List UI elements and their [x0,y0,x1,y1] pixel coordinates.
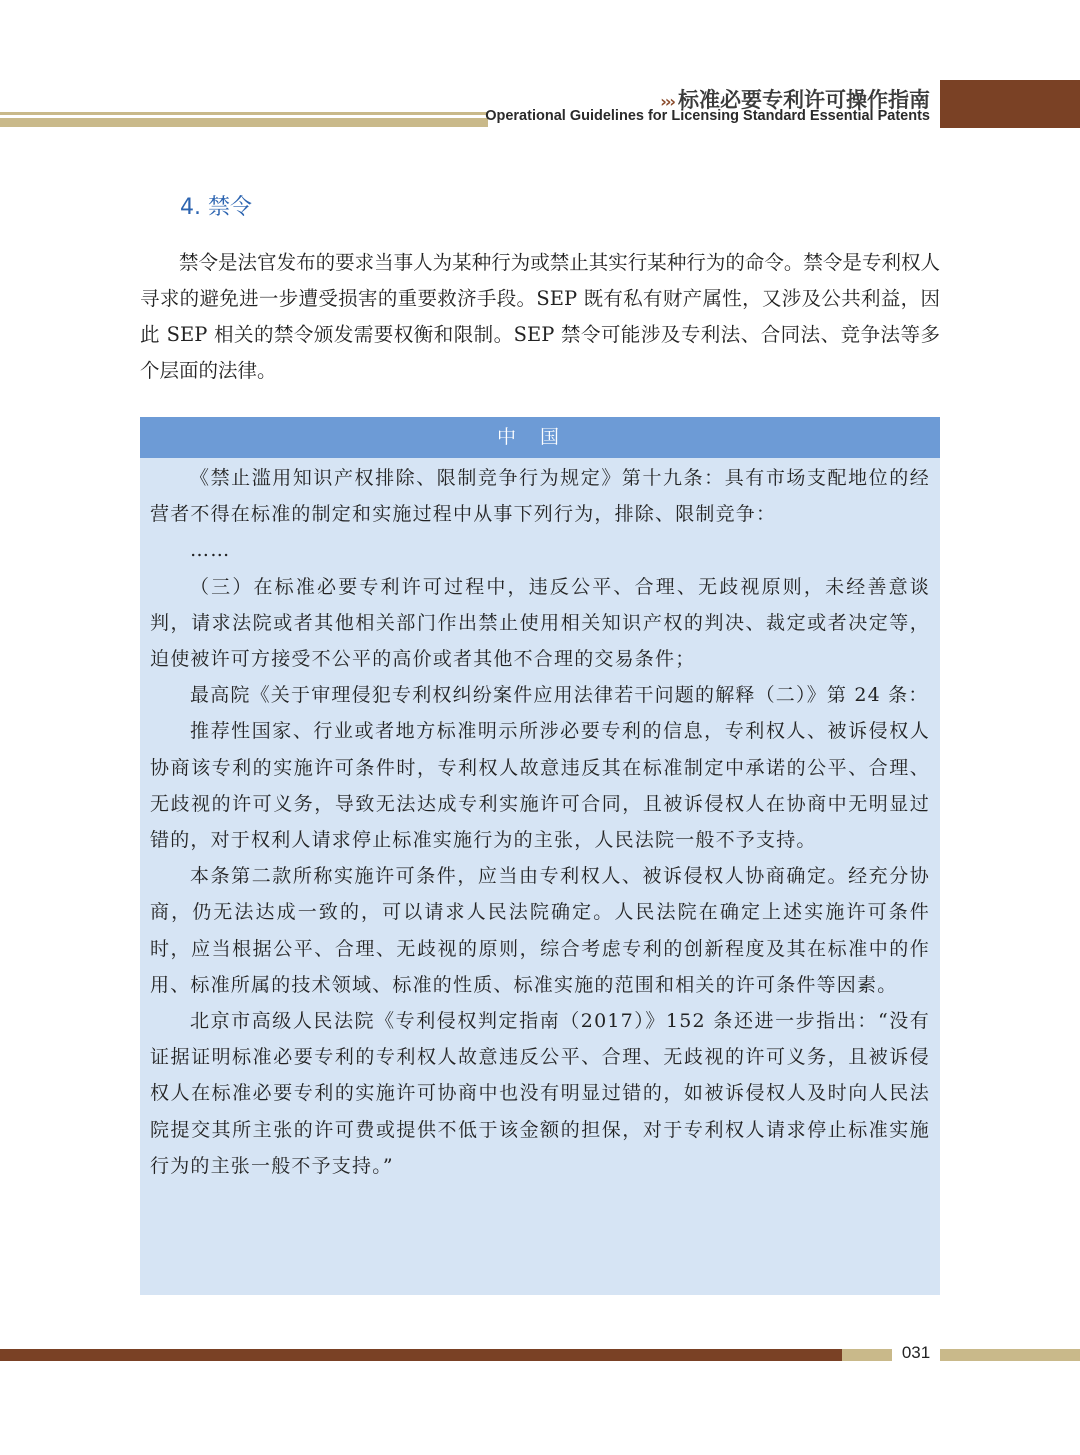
footer-tan-bar-right [940,1349,1080,1361]
box-paragraph: （三）在标准必要专利许可过程中，违反公平、合理、无歧视原则，未经善意谈判，请求法院或者其他相关部门作出禁止使用相关知识产权的判决、裁定或者决定等，迫使被许可方接受不公平的高价或者其他不合理的交易条件； [150,575,930,671]
running-header-title-en: Operational Guidelines for Licensing Standard Essential Patents [485,108,930,124]
footer-tan-bar-left [842,1349,892,1361]
box-paragraph-ellipsis: …… [190,539,231,562]
box-paragraph: 《禁止滥用知识产权排除、限制竞争行为规定》第十九条：具有市场支配地位的经营者不得在标准的制定和实施过程中从事下列行为，排除、限制竞争： [150,467,930,526]
header-rule-thin [0,112,488,115]
triple-chevron-icon: ››› [660,92,674,111]
box-body [140,458,940,1184]
box-paragraph: 最高院《关于审理侵犯专利权纠纷案件应用法律若干问题的解释（二）》第 24 条： [190,684,929,707]
box-title: 中国 [140,417,940,458]
header-rule-wide [0,118,488,127]
page-number: 031 [901,1343,931,1362]
footer-brown-bar [0,1349,842,1361]
box-paragraph: 推荐性国家、行业或者地方标准明示所涉必要专利的信息，专利权人、被诉侵权人协商该专利的实施许可条件时，专利权人故意违反其在标准制定中承诺的公平、合理、无歧视的许可义务，导致无法达成专利实施许可合同，且被诉侵权人在协商中无明显过错的，对于权利人请求停止标准实施行为的主张，人民法院一般不予支持。 [150,720,930,852]
china-law-box [140,417,940,1295]
box-paragraph: 北京市高级人民法院《专利侵权判定指南（2017）》152 条还进一步指出：“没有证据证明标准必要专利的专利权人故意违反公平、合理、无歧视的许可义务，且被诉侵权人在标准必要专利的实施许可协商中也没有明显过错的，如被诉侵权人及时向人民法院提交其所主张的许可费或提供不低于该金额的担保，对于专利权人请求停止标准实施行为的主张一般不予支持。” [150,1010,930,1177]
section-heading: 4. 禁令 [180,195,252,220]
box-paragraph: 本条第二款所称实施许可条件，应当由专利权人、被诉侵权人协商确定。经充分协商，仍无法达成一致的，可以请求人民法院确定。人民法院在确定上述实施许可条件时，应当根据公平、合理、无歧视的原则，综合考虑专利的创新程度及其在标准中的作用、标准所属的技术领域、标准的性质、标准实施的范围和相关的许可条件等因素。 [150,865,930,996]
intro-paragraph: 禁令是法官发布的要求当事人为某种行为或禁止其实行某种行为的命令。禁令是专利权人寻求的避免进一步遭受损害的重要救济手段。SEP 既有私有财产属性，又涉及公共利益，因此 SEP 相关的禁令颁发需要权衡和限制。SEP 禁令可能涉及专利法、合同法、竞争法等多个层面的法律。 [140,251,940,382]
header-brown-block [940,80,1080,128]
running-header-title-cn: 标准必要专利许可操作指南 [678,88,930,112]
